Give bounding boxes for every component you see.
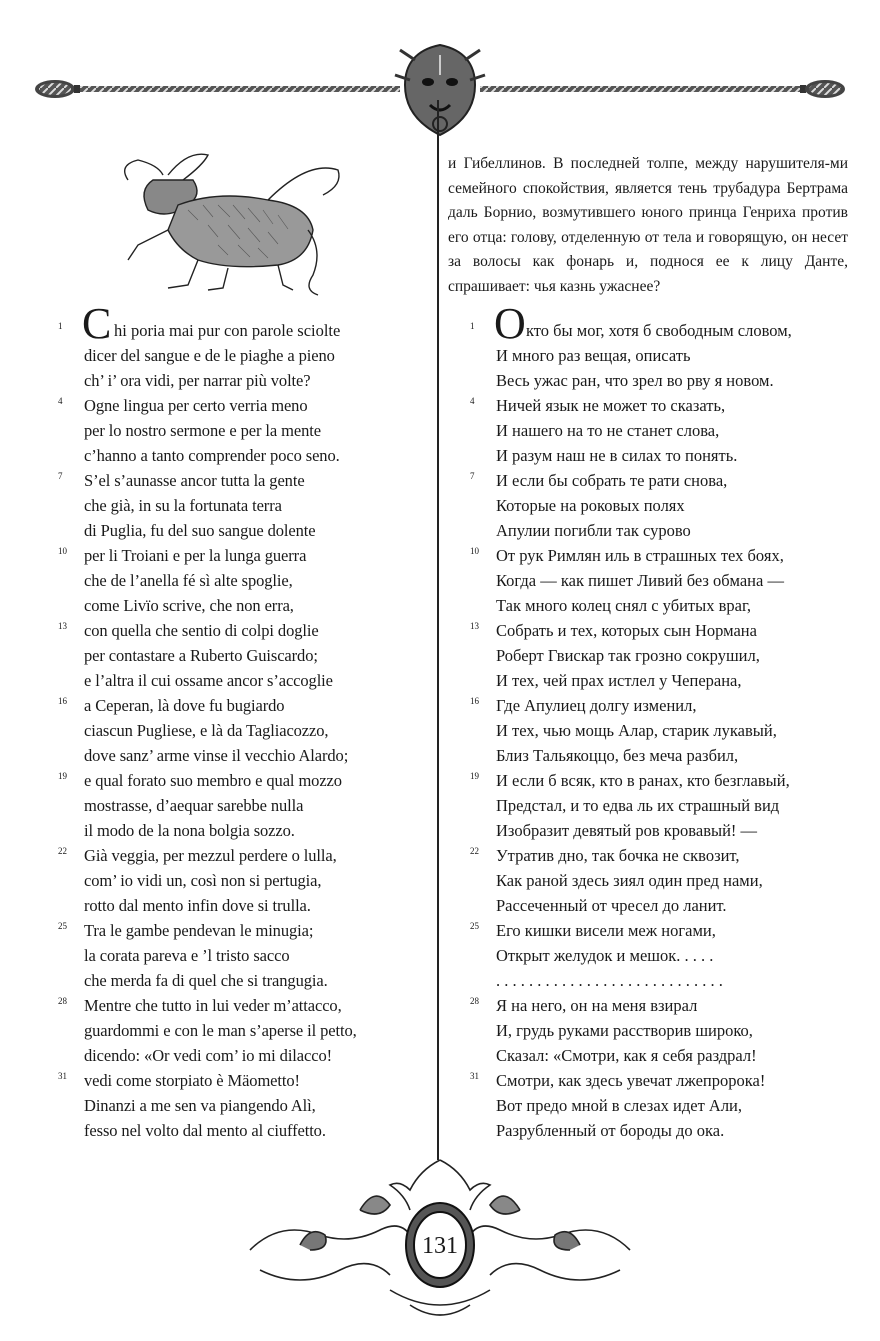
verse-text: Весь ужас ран, что зрел во рву я новом. — [496, 371, 774, 390]
center-column-rule — [436, 100, 440, 1160]
verse-line — [58, 568, 378, 593]
verse-line — [470, 1093, 830, 1118]
verse-number: 25 — [470, 921, 479, 931]
verse-text: Смотри, как здесь увечат лжепророка! — [496, 1071, 766, 1090]
verse-number: 7 — [470, 471, 475, 481]
verse-text: ch’ i’ ora vidi, per narrar più volte? — [84, 371, 311, 390]
verse-line — [58, 343, 378, 368]
verse-text: Вот предо мной в слезах идет Али, — [496, 1096, 743, 1115]
verse-text: И если б всяк, кто в ранах, кто безглавый, — [496, 771, 790, 790]
verse-text: Ничей язык не может то сказать, — [496, 396, 726, 415]
verse-number: 16 — [58, 696, 67, 706]
verse-line — [58, 693, 378, 718]
verse-line — [470, 843, 830, 868]
verse-number: 10 — [470, 546, 479, 556]
verse-line — [470, 568, 830, 593]
lion-mask-icon — [395, 45, 485, 135]
verse-line — [470, 418, 830, 443]
verse-line — [58, 968, 378, 993]
verse-text: Разрубленный от бороды до ока. — [496, 1121, 725, 1140]
verse-text: fesso nel volto dal mento al ciuffetto. — [84, 1121, 326, 1140]
verse-number: 1 — [58, 321, 63, 331]
italian-verse-column — [58, 299, 378, 1143]
verse-text: Собрать и тех, которых сын Нормана — [496, 621, 757, 640]
verse-text: il modo de la nona bolgia sozzo. — [84, 821, 295, 840]
verse-line — [470, 968, 830, 993]
verse-line — [470, 443, 830, 468]
verse-line — [58, 418, 378, 443]
verse-text: Как раной здесь зиял один пред нами, — [496, 871, 763, 890]
verse-text: c’hanno a tanto comprender poco seno. — [84, 446, 340, 465]
verse-text: Сказал: «Смотри, как я себя раздрал! — [496, 1046, 757, 1065]
verse-text: di Puglia, fu del suo sangue dolente — [84, 521, 316, 540]
drop-cap: C — [82, 299, 112, 348]
verse-line — [470, 693, 830, 718]
verse-text: Già veggia, per mezzul perdere o lulla, — [84, 846, 337, 865]
verse-text: Близ Тальякоццо, без меча разбил, — [496, 746, 739, 765]
verse-text: che merda fa di quel che si trangugia. — [84, 971, 328, 990]
verse-line — [470, 518, 830, 543]
verse-line — [470, 943, 830, 968]
verse-text: per contastare a Ruberto Guiscardo; — [84, 646, 318, 665]
verse-text: Когда — как пишет Ливий без обмана — — [496, 571, 784, 590]
verse-line — [58, 843, 378, 868]
verse-text: dicer del sangue e de le piaghe a pieno — [84, 346, 335, 365]
verse-line — [58, 593, 378, 618]
verse-text: Я на него, он на меня взирал — [496, 996, 698, 1015]
verse-line — [470, 743, 830, 768]
verse-text: Апулии погибли так сурово — [496, 521, 691, 540]
verse-number: 1 — [470, 321, 475, 331]
verse-number: 4 — [58, 396, 63, 406]
verse-number: 16 — [470, 696, 479, 706]
verse-line — [470, 718, 830, 743]
verse-number: 28 — [470, 996, 479, 1006]
verse-text: che già, in su la fortunata terra — [84, 496, 282, 515]
verse-line — [58, 893, 378, 918]
verse-text: guardommi e con le man s’aperse il petto, — [84, 1021, 357, 1040]
verse-line — [58, 643, 378, 668]
verse-text: e qual forato suo membro e qual mozzo — [84, 771, 342, 790]
verse-text: Где Апулиец долгу изменил, — [496, 696, 697, 715]
verse-line — [470, 668, 830, 693]
verse-line — [470, 1018, 830, 1043]
verse-number: 31 — [58, 1071, 67, 1081]
verse-line — [58, 1043, 378, 1068]
verse-line — [58, 743, 378, 768]
verse-line — [58, 393, 378, 418]
verse-number: 13 — [58, 621, 67, 631]
commentary-paragraph — [448, 152, 848, 299]
verse-text: come Livïo scrive, che non erra, — [84, 596, 294, 615]
verse-number: 13 — [470, 621, 479, 631]
ellipsis-dots: . . . . . . . . . . . . . . . . . . . . . . . . . . . . — [496, 971, 723, 990]
verse-line — [470, 618, 830, 643]
verse-line — [58, 443, 378, 468]
verse-line — [470, 299, 830, 348]
verse-line — [58, 1068, 378, 1093]
verse-text: la corata pareva e ’l tristo sacco — [84, 946, 290, 965]
verse-text: com’ io vidi un, così non si pertugia, — [84, 871, 322, 890]
verse-text: vedi come storpiato è Mäometto! — [84, 1071, 300, 1090]
verse-line — [470, 1043, 830, 1068]
verse-line — [470, 368, 830, 393]
verse-text: Изобразит девятый ров кровавый! — — [496, 821, 758, 840]
verse-line — [58, 618, 378, 643]
verse-text: mostrasse, d’aequar sarebbe nulla — [84, 796, 304, 815]
verse-text: Dinanzi a me sen va piangendo Alì, — [84, 1096, 316, 1115]
verse-number: 28 — [58, 996, 67, 1006]
verse-text: ciascun Pugliese, e là da Tagliacozzo, — [84, 721, 329, 740]
verse-number: 10 — [58, 546, 67, 556]
verse-line — [470, 793, 830, 818]
verse-text: Tra le gambe pendevan le minugia; — [84, 921, 314, 940]
verse-line — [470, 768, 830, 793]
verse-text: hi poria mai pur con parole sciolte — [114, 321, 341, 340]
verse-text: dicendo: «Or vedi com’ io mi dilacco! — [84, 1046, 332, 1065]
verse-text: Которые на роковых полях — [496, 496, 685, 515]
verse-number: 31 — [470, 1071, 479, 1081]
russian-verse-column — [470, 299, 830, 1143]
verse-number: 4 — [470, 396, 475, 406]
verse-line — [58, 768, 378, 793]
verse-line — [470, 493, 830, 518]
verse-number: 19 — [470, 771, 479, 781]
verse-line — [58, 993, 378, 1018]
verse-line — [58, 1018, 378, 1043]
verse-line — [470, 893, 830, 918]
right-finial-icon — [800, 80, 845, 98]
verse-text: И тех, чью мощь Алар, старик лукавый, — [496, 721, 777, 740]
verse-line — [58, 518, 378, 543]
left-finial-icon — [35, 80, 80, 98]
verse-line — [58, 1118, 378, 1143]
page-number: 131 — [422, 1233, 458, 1259]
verse-number: 25 — [58, 921, 67, 931]
verse-line — [58, 818, 378, 843]
verse-line — [470, 1068, 830, 1093]
verse-line — [58, 543, 378, 568]
verse-number: 7 — [58, 471, 63, 481]
verse-text: Рассеченный от чресел до ланит. — [496, 896, 727, 915]
verse-text: Так много колец снял с убитых враг, — [496, 596, 751, 615]
verse-text: Mentre che tutto in lui veder m’attacco, — [84, 996, 342, 1015]
verse-text: a Ceperan, là dove fu bugiardo — [84, 696, 285, 715]
drop-cap: О — [494, 299, 526, 348]
commentary-text: и Гибеллинов. В последней толпе, между нарушителя-ми семейного спокойствия, является тень трубадура Бертрама даль Борнио, возмутившего юного принца Генриха против его отца: голову, отделенную от тела и говорящую, он несет за волосы как фонарь и, поднося ее к лицу Данте, спрашивает: чья казнь ужаснее? — [448, 155, 848, 295]
verse-number: 22 — [470, 846, 479, 856]
verse-text: e l’altra il cui ossame ancor s’accoglie — [84, 671, 333, 690]
verse-line — [470, 818, 830, 843]
verse-text: кто бы мог, хотя б свободным словом, — [526, 321, 792, 340]
verse-line — [470, 593, 830, 618]
verse-line — [58, 468, 378, 493]
verse-line — [58, 718, 378, 743]
verse-text: per li Troiani e per la lunga guerra — [84, 546, 307, 565]
verse-line — [470, 918, 830, 943]
verse-line — [470, 543, 830, 568]
verse-line — [58, 1093, 378, 1118]
verse-line — [470, 993, 830, 1018]
verse-text: rotto dal mento infin dove si trulla. — [84, 896, 311, 915]
verse-text: И разум наш не в силах то понять. — [496, 446, 738, 465]
verse-text: Ogne lingua per certo verria meno — [84, 396, 308, 415]
verse-line — [58, 668, 378, 693]
verse-text: И много раз вещая, описать — [496, 346, 691, 365]
top-ornament-bar — [0, 40, 880, 140]
verse-line — [58, 943, 378, 968]
verse-line — [58, 299, 378, 348]
verse-line — [470, 468, 830, 493]
verse-text: И если бы собрать те рати снова, — [496, 471, 728, 490]
verse-text: От рук Римлян иль в страшных тех боях, — [496, 546, 784, 565]
verse-text: И, грудь руками расстворив широко, — [496, 1021, 753, 1040]
verse-text: S’el s’aunasse ancor tutta la gente — [84, 471, 305, 490]
verse-line — [58, 368, 378, 393]
verse-number: 22 — [58, 846, 67, 856]
verse-text: И тех, чей прах истлел у Чеперана, — [496, 671, 742, 690]
verse-line — [470, 393, 830, 418]
verse-line — [58, 493, 378, 518]
verse-text: Открыт желудок и мешок. . . . . — [496, 946, 714, 965]
verse-number: 19 — [58, 771, 67, 781]
verse-line — [58, 793, 378, 818]
verse-line — [470, 1118, 830, 1143]
verse-text: Утратив дно, так бочка не сквозит, — [496, 846, 740, 865]
verse-text: Роберт Гвискар так грозно сокрушил, — [496, 646, 760, 665]
mythical-beast-illustration — [108, 150, 348, 300]
verse-text: Предстал, и то едва ль их страшный вид — [496, 796, 780, 815]
verse-text: per lo nostro sermone e per la mente — [84, 421, 321, 440]
verse-line — [470, 868, 830, 893]
verse-text: Его кишки висели меж ногами, — [496, 921, 716, 940]
verse-line — [470, 643, 830, 668]
verse-text: dove sanz’ arme vinse il vecchio Alardo; — [84, 746, 349, 765]
verse-line — [58, 918, 378, 943]
verse-text: И нашего на то не станет слова, — [496, 421, 720, 440]
verse-line — [58, 868, 378, 893]
verse-line — [470, 343, 830, 368]
verse-text: con quella che sentio di colpi doglie — [84, 621, 319, 640]
verse-text: che de l’anella fé sì alte spoglie, — [84, 571, 293, 590]
